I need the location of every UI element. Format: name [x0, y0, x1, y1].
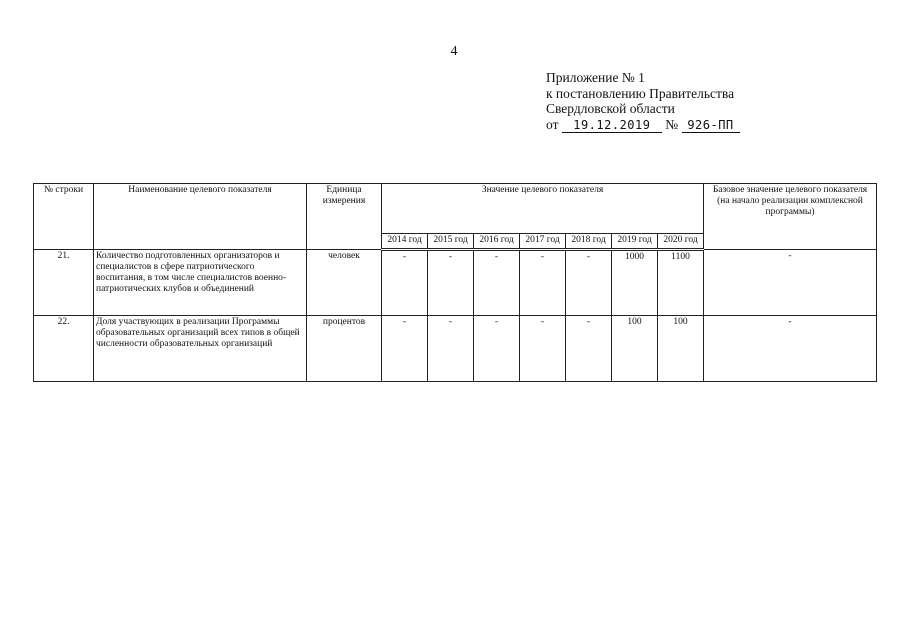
header-base: Базовое значение целевого показателя (на начало реализации комплексной программы) — [704, 184, 877, 250]
row-number: 22. — [34, 316, 94, 382]
indicator-value: - — [474, 316, 520, 382]
indicator-base-value: - — [704, 316, 877, 382]
indicator-value: 100 — [612, 316, 658, 382]
appendix-date-line — [546, 117, 740, 133]
header-year: 2020 год — [658, 234, 704, 250]
indicator-value: 1100 — [658, 250, 704, 316]
header-year: 2018 год — [566, 234, 612, 250]
row-number: 21. — [34, 250, 94, 316]
header-year: 2019 год — [612, 234, 658, 250]
appendix-region: Свердловской области — [546, 101, 675, 116]
indicator-name: Доля участвующих в реализации Программы образовательных организаций всех типов в общей численности образовательных организаций — [94, 316, 307, 382]
header-values: Значение целевого показателя — [382, 184, 704, 234]
header-row-no: № строки — [34, 184, 94, 250]
indicator-value: - — [428, 316, 474, 382]
resolution-number: 926-ПП — [682, 119, 740, 133]
header-year: 2017 год — [520, 234, 566, 250]
appendix-resolution: к постановлению Правительства — [546, 85, 735, 101]
table-row — [34, 316, 877, 382]
indicator-value: 100 — [658, 316, 704, 382]
indicator-value: - — [520, 250, 566, 316]
indicator-base-value: - — [704, 250, 877, 316]
header-year: 2015 год — [428, 234, 474, 250]
header-year: 2016 год — [474, 234, 520, 250]
header-year: 2014 год — [382, 234, 428, 250]
indicator-value: - — [520, 316, 566, 382]
appendix-title: Приложение № 1 — [546, 70, 645, 85]
indicator-unit: человек — [307, 250, 382, 316]
resolution-date: 19.12.2019 — [562, 119, 662, 133]
page-number: 4 — [450, 44, 458, 59]
indicator-value: - — [428, 250, 474, 316]
header-name: Наименование целевого показателя — [94, 184, 307, 250]
indicator-value: - — [382, 316, 428, 382]
appendix-header — [546, 70, 740, 133]
number-prefix: № — [665, 116, 679, 132]
indicators-table — [33, 183, 877, 382]
indicator-value: - — [566, 250, 612, 316]
table-header-row — [34, 184, 877, 234]
indicator-value: - — [474, 250, 520, 316]
indicator-value: - — [566, 316, 612, 382]
table-row — [34, 250, 877, 316]
date-prefix: от — [546, 116, 559, 132]
indicator-value: 1000 — [612, 250, 658, 316]
header-unit: Единица измерения — [307, 184, 382, 250]
indicator-name: Количество подготовленных организаторов и специалистов в сфере патриотического воспитания, в том числе специалистов военно-патриотических клубов и объединений — [94, 250, 307, 316]
indicator-unit: процентов — [307, 316, 382, 382]
indicator-value: - — [382, 250, 428, 316]
